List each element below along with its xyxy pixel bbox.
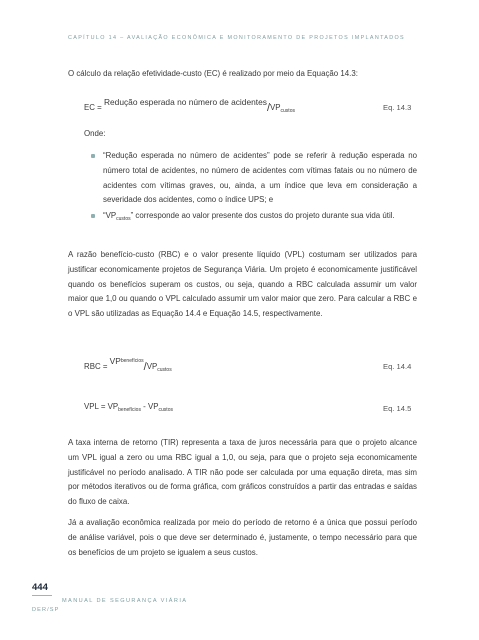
eq145-lhs: VPL = <box>84 402 106 411</box>
eq144-lhs: RBC = <box>84 362 108 371</box>
bullet-pre: “VP <box>103 211 117 221</box>
eq143-slash: / <box>266 102 270 114</box>
footer-divider <box>32 595 52 596</box>
bullet-post: ” corresponde ao valor presente dos custos do projeto durante sua vida útil. <box>130 211 395 221</box>
equation-14-5 <box>84 402 173 411</box>
page-number: 444 <box>32 582 48 593</box>
eq145-vp2: VP <box>148 402 159 411</box>
bullet-text: “Redução esperada no número de acidentes” pode se referir à redução esperada no número total de acidentes, no número de acidentes com vítimas fatais ou no número de acidentes com vítimas graves, ou, ainda, a um índice que leva em consideração a severidade dos acidentes, como o índice UPS; e <box>103 151 417 205</box>
eq144-vp2-sub: custos <box>157 367 172 373</box>
equation-14-3 <box>84 97 295 114</box>
intro-paragraph: O cálculo da relação efetividade-custo (EC) é realizado por meio da Equação 14.3: <box>68 69 358 78</box>
eq144-vp1: VP <box>109 356 121 366</box>
eq145-vp2-sub: custos <box>158 407 173 413</box>
eq145-vp1-sub: benefícios <box>118 407 141 413</box>
eq143-tag: Eq. 14.3 <box>383 103 412 112</box>
eq145-tag: Eq. 14.5 <box>383 404 412 413</box>
paragraph-payback: Já a avaliação econômica realizada por meio do período de retorno é a única que possui período de análise variável, pois o que deve ser determinado é, justamente, o tempo necessário para que os benefícios de um projeto se igualem a seus custos. <box>68 518 417 557</box>
eq144-tag: Eq. 14.4 <box>383 362 412 371</box>
eq144-slash: / <box>143 361 147 373</box>
list-item <box>91 209 417 225</box>
eq143-lhs: EC = <box>84 103 102 112</box>
equation-14-4 <box>84 356 172 373</box>
footer-org: DER/SP <box>32 607 60 613</box>
eq143-numerator: Redução esperada no número de acidentes <box>103 97 267 107</box>
eq145-minus: - <box>143 402 146 411</box>
bullet-icon <box>91 154 95 158</box>
eq143-vp: VP <box>270 103 281 112</box>
eq144-vp2: VP <box>146 362 158 371</box>
paragraph-tir: A taxa interna de retorno (TIR) representa a taxa de juros necessária para que o projeto alcance um VPL igual a zero ou uma RBC igual a 1,0, ou seja, para que o projeto seja economicamente justificável no período analisado. A TIR não pode ser calculada por uma equação direta, mas sim por métodos iterativos ou de forma gráfica, com gráficos construídos a partir das entradas e saídas do fluxo de caixa. <box>68 438 417 507</box>
eq145-vp1: VP <box>107 402 119 411</box>
paragraph-rbc-vpl: A razão benefício-custo (RBC) e o valor presente líquido (VPL) costumam ser utilizados para justificar economicamente projetos de Segurança Viária. Um projeto é economicamente justificável quando os benefícios superam os custos, ou seja, quando a RBC calculada assumir um valor maior que 1,0 ou quando o VPL calculado assumir um valor maior que zero. Para calcular a RBC e o VPL são utilizadas as Equação 14.4 e Equação 14.5, respectivamente. <box>68 250 417 319</box>
eq144-vp1-sup: benefícios <box>120 358 144 364</box>
list-item <box>91 149 417 208</box>
bullet-icon <box>91 214 95 218</box>
footer-title: MANUAL DE SEGURANÇA VIÁRIA <box>62 598 188 604</box>
bullet-sub: custos <box>116 216 131 223</box>
definition-list <box>91 149 417 226</box>
onde-label: Onde: <box>84 129 106 138</box>
chapter-header: CAPÍTULO 14 – AVALIAÇÃO ECONÔMICA E MONITORAMENTO DE PROJETOS IMPLANTADOS <box>68 35 405 41</box>
eq143-vp-sub: custos <box>280 108 295 114</box>
